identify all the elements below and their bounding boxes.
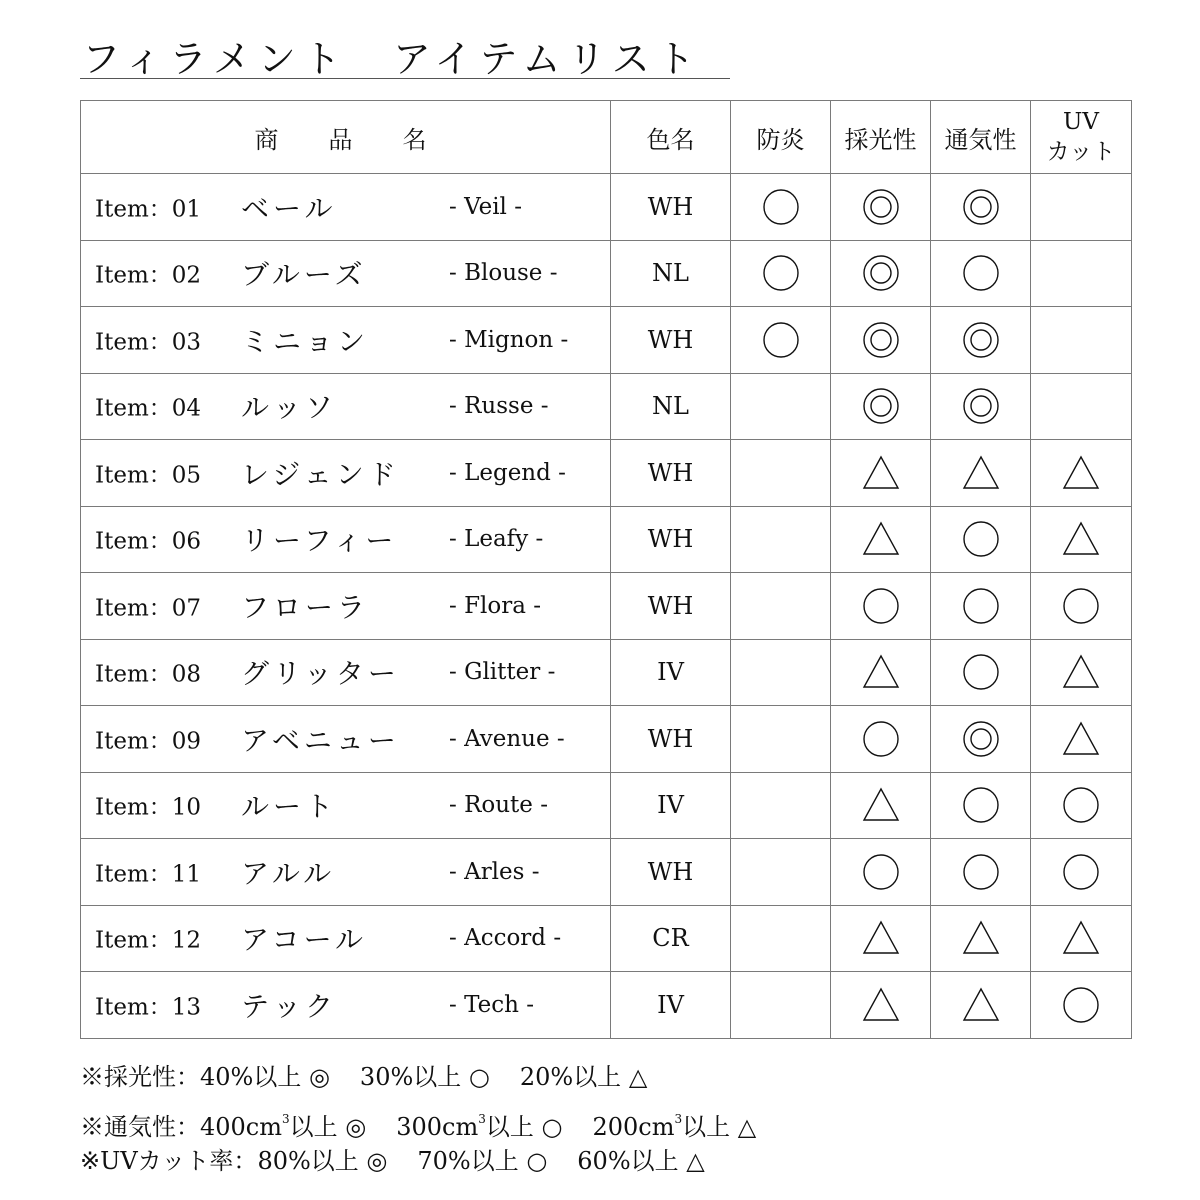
light-rating-cell: [831, 174, 931, 241]
circle-mark-icon: [961, 519, 1001, 559]
item-code: Item：05: [95, 462, 202, 489]
note-air-a-sup: 3: [282, 1112, 290, 1126]
double-circle-mark-icon: [861, 386, 901, 426]
header-uv-line2: カット: [1046, 139, 1116, 165]
color-cell: CR: [611, 905, 731, 972]
table-row: [81, 972, 1132, 1039]
double-circle-mark-icon: [861, 320, 901, 360]
triangle-mark-icon: [1061, 719, 1101, 759]
item-name-jp: アコール: [241, 923, 368, 957]
uv-rating-cell: [1031, 839, 1132, 906]
item-name-jp: レジェンド: [241, 457, 400, 491]
circle-mark-icon: [861, 586, 901, 626]
flame-rating-cell: [731, 440, 831, 507]
product-name-cell: [81, 905, 611, 972]
header-color: 色名: [611, 101, 731, 174]
table-row: [81, 772, 1132, 839]
color-cell: WH: [611, 440, 731, 507]
circle-mark-icon: [961, 253, 1001, 293]
light-rating-cell: [831, 373, 931, 440]
note-air-c-post: 以上 △: [682, 1113, 757, 1141]
item-name-jp: グリッター: [241, 657, 400, 691]
table-row: [81, 905, 1132, 972]
item-code: Item：04: [95, 395, 202, 422]
flame-rating-cell: [731, 905, 831, 972]
note-air-b-pre: 300cm: [396, 1113, 479, 1141]
circle-mark-icon: [961, 586, 1001, 626]
item-code: Item：09: [95, 728, 202, 755]
uv-rating-cell: [1031, 506, 1132, 573]
air-rating-cell: [931, 240, 1031, 307]
table-row: [81, 174, 1132, 241]
table-row: [81, 373, 1132, 440]
item-code: Item：07: [95, 595, 202, 622]
triangle-mark-icon: [1061, 453, 1101, 493]
table-header-row: [81, 101, 1132, 174]
header-uv-cut: [1031, 101, 1132, 174]
table-row: [81, 440, 1132, 507]
note-air-b-post: 以上 ○: [485, 1113, 563, 1141]
note-air: [80, 1098, 756, 1140]
color-cell: IV: [611, 772, 731, 839]
item-code: Item：10: [95, 794, 202, 821]
light-rating-cell: [831, 905, 931, 972]
item-name-jp: ルート: [241, 790, 338, 824]
air-rating-cell: [931, 706, 1031, 773]
flame-rating-cell: [731, 972, 831, 1039]
item-name-jp: テック: [241, 989, 338, 1023]
flame-rating-cell: [731, 639, 831, 706]
triangle-mark-icon: [961, 918, 1001, 958]
uv-rating-cell: [1031, 972, 1132, 1039]
triangle-mark-icon: [861, 918, 901, 958]
note-air-c-sup: 3: [674, 1112, 683, 1126]
light-rating-cell: [831, 440, 931, 507]
item-name-jp: アルル: [241, 856, 336, 890]
header-flame-retardant: 防炎: [731, 101, 831, 174]
air-rating-cell: [931, 373, 1031, 440]
item-code: Item：13: [95, 994, 202, 1021]
item-name-en: - Leafy -: [449, 526, 544, 553]
circle-mark-icon: [761, 253, 801, 293]
color-cell: WH: [611, 706, 731, 773]
product-name-cell: [81, 839, 611, 906]
item-code: Item：06: [95, 528, 202, 555]
triangle-mark-icon: [1061, 652, 1101, 692]
circle-mark-icon: [1061, 985, 1101, 1025]
triangle-mark-icon: [861, 453, 901, 493]
circle-mark-icon: [961, 785, 1001, 825]
item-name-jp: リーフィー: [241, 524, 398, 558]
note-air-b-sup: 3: [478, 1112, 486, 1126]
table-row: [81, 240, 1132, 307]
page-title: フィラメント アイテムリスト: [82, 37, 702, 81]
uv-rating-cell: [1031, 174, 1132, 241]
item-name-en: - Mignon -: [449, 326, 569, 353]
note-uv-c: 60%以上 △: [577, 1147, 705, 1175]
uv-rating-cell: [1031, 307, 1132, 374]
product-name-cell: [81, 174, 611, 241]
light-rating-cell: [831, 772, 931, 839]
item-name-jp: フローラ: [241, 590, 370, 624]
uv-rating-cell: [1031, 772, 1132, 839]
note-air-c-pre: 200cm: [592, 1113, 675, 1141]
light-rating-cell: [831, 573, 931, 640]
uv-rating-cell: [1031, 373, 1132, 440]
color-cell: WH: [611, 174, 731, 241]
note-light: [80, 1056, 756, 1098]
light-rating-cell: [831, 972, 931, 1039]
header-breathability: 通気性: [931, 101, 1031, 174]
color-cell: IV: [611, 972, 731, 1039]
legend-notes: [80, 1056, 756, 1182]
color-cell: IV: [611, 639, 731, 706]
light-rating-cell: [831, 639, 931, 706]
product-name-cell: [81, 972, 611, 1039]
flame-rating-cell: [731, 573, 831, 640]
air-rating-cell: [931, 839, 1031, 906]
item-name-en: - Legend -: [449, 459, 566, 486]
item-code: Item：08: [95, 661, 202, 688]
item-name-en: - Blouse -: [449, 260, 558, 287]
item-name-en: - Arles -: [449, 858, 540, 885]
table-row: [81, 839, 1132, 906]
product-name-cell: [81, 573, 611, 640]
color-cell: WH: [611, 506, 731, 573]
circle-mark-icon: [961, 852, 1001, 892]
table-row: [81, 506, 1132, 573]
air-rating-cell: [931, 905, 1031, 972]
circle-mark-icon: [761, 320, 801, 360]
item-name-jp: ベール: [241, 191, 337, 225]
uv-rating-cell: [1031, 573, 1132, 640]
air-rating-cell: [931, 440, 1031, 507]
item-name-en: - Russe -: [449, 393, 549, 420]
uv-rating-cell: [1031, 706, 1132, 773]
item-name-jp: ミニョン: [241, 324, 370, 358]
air-rating-cell: [931, 972, 1031, 1039]
note-light-c: 20%以上 △: [519, 1063, 648, 1091]
table-row: [81, 639, 1132, 706]
circle-mark-icon: [961, 652, 1001, 692]
item-name-en: - Flora -: [449, 592, 542, 619]
color-cell: WH: [611, 307, 731, 374]
light-rating-cell: [831, 307, 931, 374]
uv-rating-cell: [1031, 639, 1132, 706]
double-circle-mark-icon: [961, 386, 1001, 426]
triangle-mark-icon: [861, 785, 901, 825]
flame-rating-cell: [731, 373, 831, 440]
product-name-cell: [81, 706, 611, 773]
note-air-a-post: 以上 ◎: [289, 1113, 367, 1141]
light-rating-cell: [831, 839, 931, 906]
note-uv-a: 80%以上 ◎: [257, 1147, 388, 1175]
flame-rating-cell: [731, 706, 831, 773]
triangle-mark-icon: [961, 453, 1001, 493]
flame-rating-cell: [731, 240, 831, 307]
air-rating-cell: [931, 174, 1031, 241]
table-row: [81, 573, 1132, 640]
triangle-mark-icon: [1061, 519, 1101, 559]
item-code: Item：01: [95, 196, 202, 223]
double-circle-mark-icon: [961, 320, 1001, 360]
item-code: Item：03: [95, 329, 202, 356]
item-name-en: - Route -: [449, 792, 548, 819]
color-cell: NL: [611, 240, 731, 307]
flame-rating-cell: [731, 506, 831, 573]
title-underline: [80, 78, 730, 79]
flame-rating-cell: [731, 174, 831, 241]
air-rating-cell: [931, 639, 1031, 706]
flame-rating-cell: [731, 839, 831, 906]
item-name-en: - Tech -: [449, 991, 535, 1018]
item-name-en: - Avenue -: [449, 725, 565, 752]
note-air-a-pre: 400cm: [200, 1113, 283, 1141]
air-rating-cell: [931, 307, 1031, 374]
header-product-name: 商品名: [81, 101, 611, 174]
product-name-cell: [81, 440, 611, 507]
item-code: Item：02: [95, 262, 202, 289]
header-light-transmission: 採光性: [831, 101, 931, 174]
air-rating-cell: [931, 573, 1031, 640]
circle-mark-icon: [1061, 785, 1101, 825]
product-name-cell: [81, 373, 611, 440]
circle-mark-icon: [1061, 852, 1101, 892]
note-light-prefix: ※採光性：: [80, 1063, 200, 1091]
table-row: [81, 706, 1132, 773]
note-air-prefix: ※通気性：: [80, 1113, 200, 1141]
item-name-jp: アベニュー: [241, 723, 400, 757]
item-name-en: - Veil -: [449, 193, 522, 220]
color-cell: WH: [611, 839, 731, 906]
light-rating-cell: [831, 240, 931, 307]
note-uv-b: 70%以上 ○: [417, 1147, 548, 1175]
uv-rating-cell: [1031, 440, 1132, 507]
triangle-mark-icon: [861, 652, 901, 692]
circle-mark-icon: [761, 187, 801, 227]
item-name-jp: ルッソ: [241, 391, 338, 425]
double-circle-mark-icon: [961, 187, 1001, 227]
circle-mark-icon: [861, 719, 901, 759]
product-name-cell: [81, 307, 611, 374]
item-name-en: - Accord -: [449, 925, 562, 952]
note-light-a: 40%以上 ◎: [200, 1063, 330, 1091]
triangle-mark-icon: [1061, 918, 1101, 958]
note-uv: [80, 1140, 756, 1182]
air-rating-cell: [931, 506, 1031, 573]
table-row: [81, 307, 1132, 374]
item-table: [80, 100, 1132, 1039]
header-uv-line1: UV: [1063, 109, 1099, 135]
light-rating-cell: [831, 506, 931, 573]
double-circle-mark-icon: [861, 253, 901, 293]
double-circle-mark-icon: [961, 719, 1001, 759]
triangle-mark-icon: [961, 985, 1001, 1025]
color-cell: NL: [611, 373, 731, 440]
triangle-mark-icon: [861, 519, 901, 559]
uv-rating-cell: [1031, 905, 1132, 972]
item-name-jp: ブルーズ: [241, 258, 367, 292]
circle-mark-icon: [1061, 586, 1101, 626]
item-name-en: - Glitter -: [449, 659, 556, 686]
item-code: Item：12: [95, 927, 202, 954]
light-rating-cell: [831, 706, 931, 773]
flame-rating-cell: [731, 772, 831, 839]
product-name-cell: [81, 506, 611, 573]
double-circle-mark-icon: [861, 187, 901, 227]
note-light-b: 30%以上 ○: [359, 1063, 490, 1091]
triangle-mark-icon: [861, 985, 901, 1025]
product-name-cell: [81, 772, 611, 839]
item-code: Item：11: [95, 861, 202, 888]
circle-mark-icon: [861, 852, 901, 892]
air-rating-cell: [931, 772, 1031, 839]
note-uv-prefix: ※UVカット率：: [80, 1147, 258, 1175]
product-name-cell: [81, 240, 611, 307]
flame-rating-cell: [731, 307, 831, 374]
uv-rating-cell: [1031, 240, 1132, 307]
product-name-cell: [81, 639, 611, 706]
color-cell: WH: [611, 573, 731, 640]
